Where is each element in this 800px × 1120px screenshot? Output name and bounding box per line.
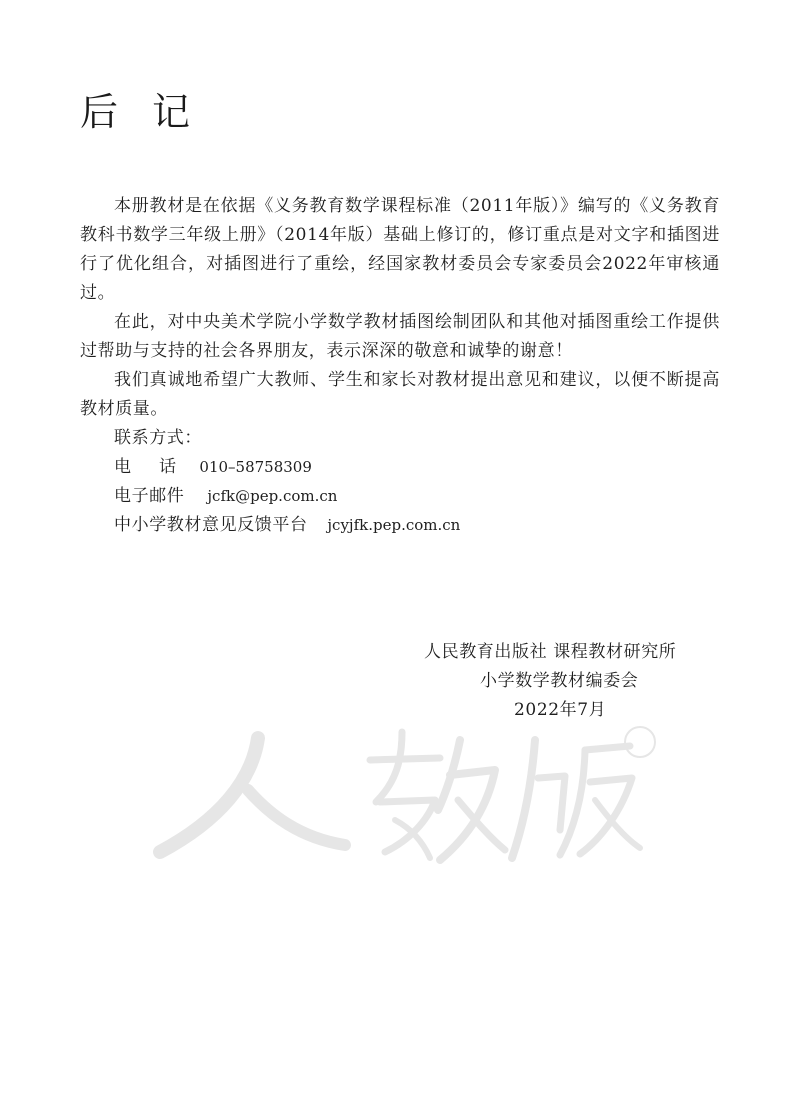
watermark-stroke <box>512 740 535 858</box>
watermark-stroke <box>580 778 632 854</box>
watermark-stroke <box>380 800 435 852</box>
watermark-stroke <box>538 776 565 830</box>
signature-committee: 小学数学教材编委会 <box>480 671 639 691</box>
phone-value: 010–58758309 <box>199 458 312 476</box>
signature-publisher: 人民教育出版社 课程教材研究所 <box>424 642 677 662</box>
watermark-stroke <box>560 750 585 855</box>
contact-section <box>80 424 720 540</box>
paragraph-thanks: 在此，对中央美术学院小学数学教材插图绘制团队和其他对插图重绘工作提供过帮助与支持的社会各界朋友，表示深深的敬意和诚挚的谢意！ <box>80 312 720 361</box>
publisher-watermark-logo <box>140 720 660 870</box>
watermark-stroke <box>438 740 460 810</box>
contact-heading: 联系方式： <box>114 428 202 448</box>
email-label: 电子邮件 <box>114 486 185 506</box>
watermark-stroke <box>585 746 630 750</box>
watermark-stroke <box>248 790 345 845</box>
contact-platform-row <box>80 511 720 540</box>
watermark-stroke <box>160 738 258 852</box>
watermark-stroke <box>595 800 640 848</box>
signature-date: 2022年7月 <box>514 700 607 720</box>
contact-email-row <box>80 482 720 511</box>
watermark-stroke <box>376 732 402 802</box>
watermark-stroke <box>395 820 430 858</box>
platform-label: 中小学教材意见反馈平台 <box>114 515 308 535</box>
paragraph-feedback-request: 我们真诚地希望广大教师、学生和家长对教材提出意见和建议，以便不断提高教材质量。 <box>80 370 720 419</box>
watermark-stroke <box>440 770 495 860</box>
contact-heading-row <box>80 424 720 453</box>
registered-mark-circle <box>625 727 655 757</box>
watermark-stroke <box>370 758 440 760</box>
paragraph-revision: 本册教材是在依据《义务教育数学课程标准（2011年版）》编写的《义务教育教科书数学三年级上册》（2014年版）基础上修订的，修订重点是对文字和插图进行了优化组合，对插图进行了重绘，经国家教材委员会专家委员会2022年审核通过。 <box>80 196 720 303</box>
page-title: 后记 <box>80 90 225 134</box>
body-text <box>80 192 720 540</box>
email-value: jcfk@pep.com.cn <box>207 487 338 505</box>
contact-phone-row <box>80 453 720 482</box>
phone-label: 电话 <box>114 457 204 477</box>
platform-value: jcyjfk.pep.com.cn <box>327 516 461 534</box>
watermark-stroke <box>458 800 505 850</box>
